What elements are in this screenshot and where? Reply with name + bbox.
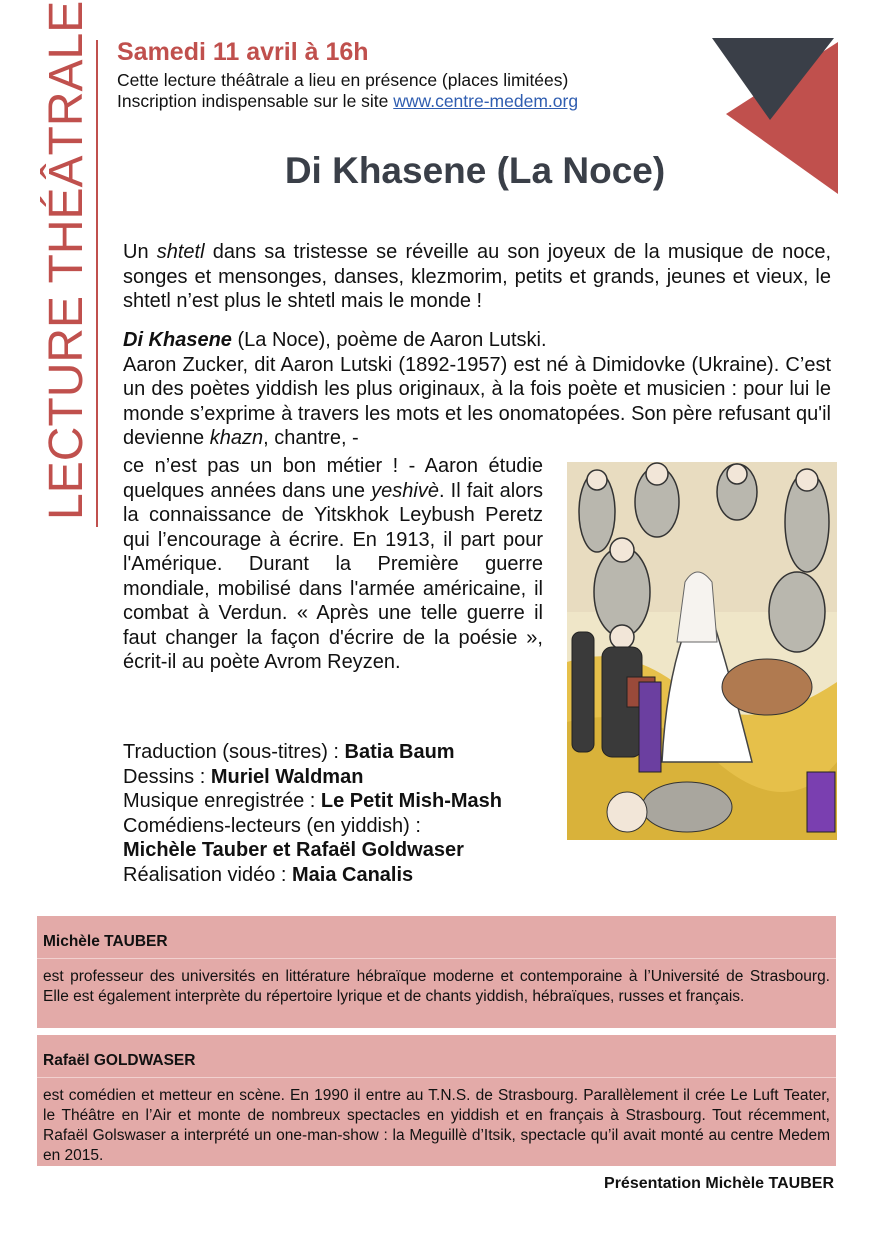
credit-label: Réalisation vidéo : — [123, 863, 292, 886]
bio-divider — [37, 1077, 836, 1078]
credit-actors-names — [123, 838, 502, 863]
bio-name: Rafaël GOLDWASER — [43, 1052, 196, 1069]
poet-paragraph-continued — [123, 454, 543, 675]
bio-box-goldwaser — [37, 1035, 836, 1166]
khazn-word: khazn — [209, 427, 264, 449]
credit-drawings — [123, 765, 502, 790]
credit-value: Batia Baum — [344, 741, 455, 763]
bio-text: est comédien et metteur en scène. En 1990 il entre au T.N.S. de Strasbourg. Parallèlement il crée Le Luft Teater, le Théâtre en l’Air et monte de nombreux spectacles en yiddish et en français à Strasbourg. Tout récemment, Rafaël Golswaser a interprété un one-man-show : la Meguillè d’Itsik, spectacle qu’il avait monté au centre Medem en 2015. — [43, 1087, 830, 1164]
credit-video — [123, 863, 502, 888]
credit-actors — [123, 814, 502, 839]
poet-text-d: . Il fait alors la connaissance de Yitskhok Leybush Peretz qui l’encourage à écrire. En 1913, il part pour l'Amérique. Durant la Première guerre mondiale, mobilisé dans l'armée américaine, il combat à Verdun. « Après une telle guerre il faut changer la façon d'écrire de la poésie », écrit-il au poète Avrom Reyzen. — [123, 479, 543, 673]
info-line-2-text: Inscription indispensable sur le site — [117, 91, 394, 111]
work-rest: (La Noce), poème de Aaron Lutski. — [231, 329, 547, 351]
intro-text-1: Un — [123, 241, 157, 263]
bio-text: est professeur des universités en littérature hébraïque moderne et contemporaine à l’Université de Strasbourg. Elle est également interprète du répertoire lyrique et de chants yiddish, hébraïques, russes et français. — [43, 968, 830, 1005]
poet-paragraph — [123, 328, 831, 451]
work-title: Di Khasene — [123, 329, 232, 351]
credit-value: Muriel Waldman — [210, 765, 364, 788]
info-line-2 — [117, 91, 578, 112]
bio-name: Michèle TAUBER — [43, 933, 168, 950]
page-title: Di Khasene (La Noce) — [284, 150, 666, 191]
credit-value: Maia Canalis — [291, 863, 414, 886]
credit-translation — [123, 740, 502, 765]
yeshive-word: yeshivè — [371, 479, 439, 502]
credit-label: Traduction (sous-titres) : — [123, 741, 345, 763]
presenter-credit: Présentation Michèle TAUBER — [604, 1175, 834, 1192]
intro-text-2: dans sa tristesse se réveille au son joyeux de la musique de noce, songes et mensonges, danses, klezmorim, petits et grands, jeunes et vieux, le shtetl n’est plus le shtetl mais le monde ! — [123, 241, 831, 312]
credit-music — [123, 789, 502, 814]
website-link[interactable]: www.centre-medem.org — [393, 91, 579, 111]
bio-divider — [37, 958, 836, 959]
event-date: Samedi 11 avril à 16h — [117, 38, 369, 66]
intro-italic: shtetl — [156, 241, 205, 263]
poet-text-c: ce n’est pas un bon métier ! - Aaron étudie quelques années dans une — [123, 455, 543, 502]
info-line-1: Cette lecture théâtrale a lieu en présence (places limitées) — [117, 70, 569, 90]
intro-paragraph — [123, 240, 831, 314]
credit-value: Le Petit Mish-Mash — [320, 790, 503, 812]
poet-text-b: , chantre, - — [263, 427, 359, 449]
bio-box-tauber — [37, 916, 836, 1028]
credit-label: Musique enregistrée : — [123, 790, 321, 812]
side-title-vertical: LECTURE THÉÂTRALE — [40, 0, 93, 520]
credit-value: Michèle Tauber et Rafaël Goldwaser — [123, 839, 464, 861]
wedding-illustration — [567, 462, 837, 840]
poet-text-a: Aaron Zucker, dit Aaron Lutski (1892-1957) est né à Dimidovke (Ukraine). C’est un des poètes yiddish les plus originaux, à la fois poète et musicien : pour lui le monde s’exprime à travers les mots et les onomatopées. Son père refusant qu'il devienne — [123, 353, 831, 449]
credits-list — [123, 740, 502, 887]
side-divider — [96, 40, 98, 527]
event-info — [117, 70, 578, 112]
credit-label: Comédiens-lecteurs (en yiddish) : — [123, 814, 421, 837]
credit-label: Dessins : — [123, 765, 211, 788]
